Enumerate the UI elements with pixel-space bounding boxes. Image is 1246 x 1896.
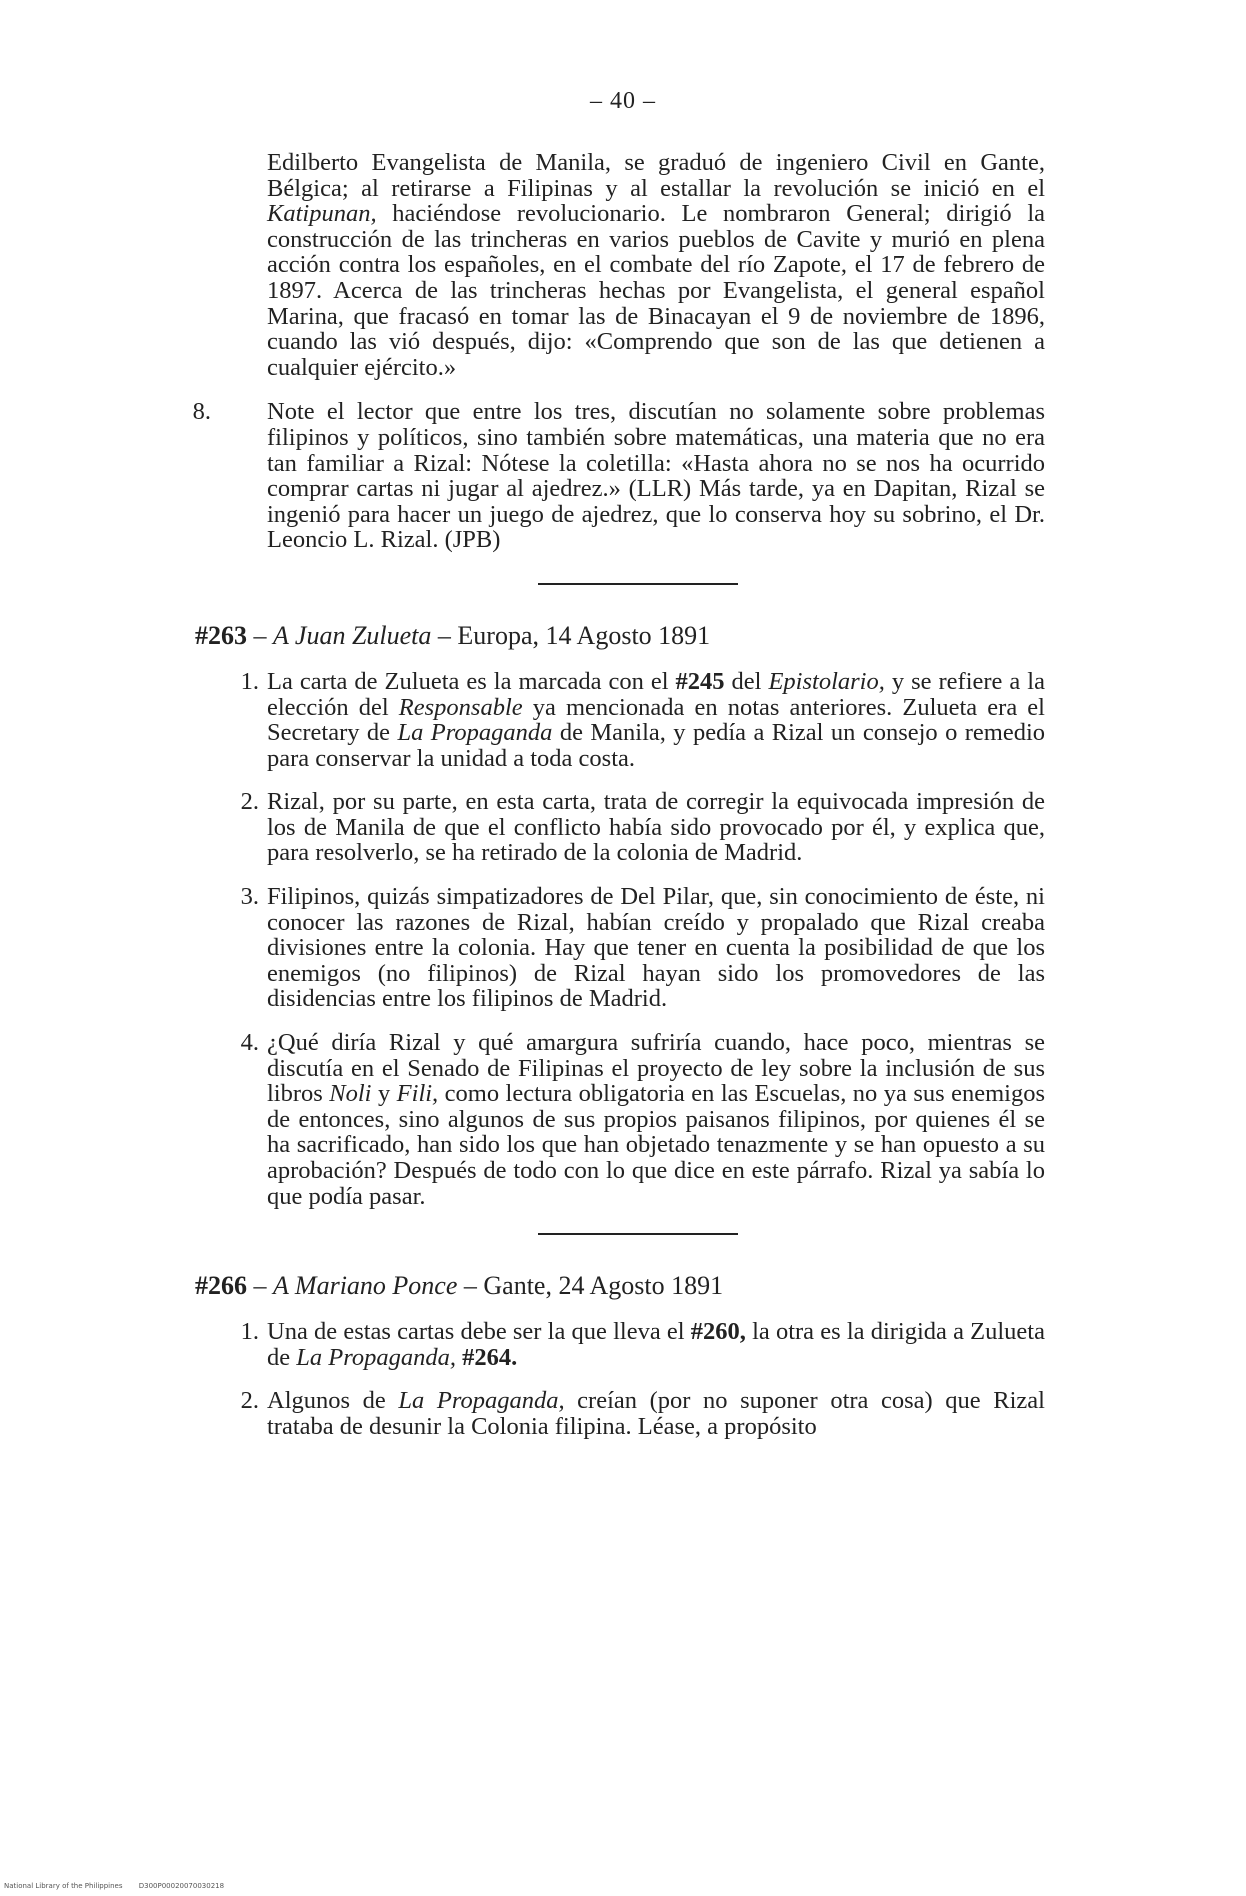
italic-title: Fili,	[396, 1080, 439, 1108]
letter-263-ref: #263	[195, 620, 247, 650]
letter-266-place-date: – Gante, 24 Agosto 1891	[457, 1271, 724, 1301]
list-number: 1.	[240, 1318, 259, 1346]
letter-ref: #260,	[690, 1318, 746, 1346]
italic-title: La Propaganda	[397, 719, 553, 747]
letter-263-note-3	[195, 884, 1045, 1012]
letter-266-recipient: A Mariano Ponce	[273, 1271, 458, 1301]
list-number: 2.	[240, 788, 259, 816]
letter-263-dash: –	[247, 620, 273, 650]
section-divider	[538, 583, 738, 585]
note-text: Una de estas cartas debe ser la que lleva el	[267, 1318, 691, 1346]
note-text: y se refiere a la elección del	[267, 667, 1045, 721]
list-number: 2.	[240, 1387, 259, 1415]
page-content	[192, 149, 1046, 1440]
italic-title: Responsable	[398, 693, 523, 721]
note-8-number: 8.	[192, 398, 211, 426]
intro-text-1: Edilberto Evangelista de Manila, se graduó de ingeniero Civil en Gante, Bélgica; al retirarse a Filipinas y al estallar la revolución se inició en el	[267, 149, 1045, 202]
footer-code: D300P00020070030218	[138, 1882, 225, 1890]
page-number: – 40 –	[590, 88, 656, 114]
note-8	[192, 398, 1045, 554]
letter-ref: #264.	[462, 1343, 518, 1371]
letter-263-note-2	[195, 789, 1045, 866]
intro-text-2: haciéndose revolucionario. Le nombraron General; dirigió la construcción de las trincheras en varios pueblos de Cavite y murió en plena acción contra los españoles, en el combate del río Zapote, el 17 de febrero de 1897. Acerca de las trincheras hechas por Evangelista, el general español Marina, que fracasó en tomar las de Binacayan el 9 de noviembre de 1896, cuando las vió después, dijo: «Comprendo que son de las que detienen a cualquier ejército.»	[267, 200, 1045, 381]
list-number: 3.	[240, 883, 259, 911]
section-divider	[538, 1233, 738, 1235]
note-text: ¿Qué diría Rizal y qué amargura sufriría cuando, hace poco, mientras se discutía en el Senado de Filipinas el proyecto de ley sobre la inclusión de sus libros	[267, 1029, 1045, 1108]
italic-title: La Propaganda,	[296, 1343, 456, 1371]
note-text: creían (por no suponer otra cosa) que Rizal trataba de desunir la Colonia filipina. Léase, a propósito	[267, 1387, 1045, 1440]
letter-263-note-1	[195, 669, 1045, 771]
note-text: ya mencionada en notas anteriores. Zulueta era el Secretary de	[267, 693, 1045, 747]
italic-title: La Propaganda,	[398, 1387, 565, 1415]
intro-katipunan: Katipunan,	[267, 200, 377, 228]
note-text: y	[371, 1080, 397, 1108]
list-number: 1.	[240, 667, 259, 695]
note-text: del	[724, 667, 769, 695]
note-text: La carta de Zulueta es la marcada con el	[267, 667, 676, 695]
letter-263-recipient: A Juan Zulueta	[273, 620, 432, 650]
letter-266-heading	[195, 1271, 1045, 1301]
italic-title: Noli	[329, 1080, 372, 1108]
letter-266-dash: –	[247, 1271, 273, 1301]
letter-263-note-4	[195, 1030, 1045, 1209]
list-number: 4.	[240, 1029, 259, 1057]
letter-ref: #245	[675, 667, 725, 695]
letter-266-ref: #266	[195, 1271, 247, 1301]
note-text: Filipinos, quizás simpatizadores de Del Pilar, que, sin conocimiento de éste, ni conocer las razones de Rizal, habían creído y propalado que Rizal creaba divisiones entre la colonia. Hay que tener en cuenta la posibilidad de que los enemigos (no filipinos) de Rizal hayan sido los promovedores de las disidencias entre los filipinos de Madrid.	[267, 883, 1045, 1013]
letter-266-note-1	[195, 1319, 1045, 1370]
italic-title: Epistolario,	[768, 667, 885, 695]
letter-263-heading	[195, 621, 1045, 651]
note-text: Algunos de	[267, 1387, 399, 1415]
letter-263-place-date: – Europa, 14 Agosto 1891	[431, 620, 711, 650]
scan-footer	[4, 1882, 238, 1890]
letter-266-note-2	[195, 1388, 1045, 1439]
footer-library: National Library of the Philippines	[4, 1882, 123, 1890]
note-8-text: Note el lector que entre los tres, discutían no solamente sobre problemas filipinos y políticos, sino también sobre matemáticas, una materia que no era tan familiar a Rizal: Nótese la coletilla: «Hasta ahora no se nos ha ocurrido comprar cartas ni jugar al ajedrez.» (LLR) Más tarde, ya en Dapitan, Rizal se ingenió para hacer un juego de ajedrez, que lo conserva hoy su sobrino, el Dr. Leoncio L. Rizal. (JPB)	[267, 398, 1045, 554]
intro-paragraph	[195, 150, 1045, 380]
note-text: la otra es la dirigida a Zulueta de	[267, 1318, 1045, 1371]
note-text: Rizal, por su parte, en esta carta, trata de corregir la equivocada impresión de los de Manila de que el conflicto había sido provocado por él, y explica que, para resolverlo, se ha retirado de la colonia de Madrid.	[267, 788, 1045, 867]
note-text: de Manila, y pedía a Rizal un consejo o remedio para conservar la unidad a toda costa.	[267, 719, 1046, 772]
note-text: como lectura obligatoria en las Escuelas, no ya sus enemigos de entonces, sino algunos de sus propios paisanos filipinos, por quienes él se ha sacrificado, han sido los que han objetado tenazmente y se han opuesto a su aprobación? Después de todo con lo que dice en este párrafo. Rizal ya sabía lo que podía pasar.	[267, 1080, 1046, 1210]
